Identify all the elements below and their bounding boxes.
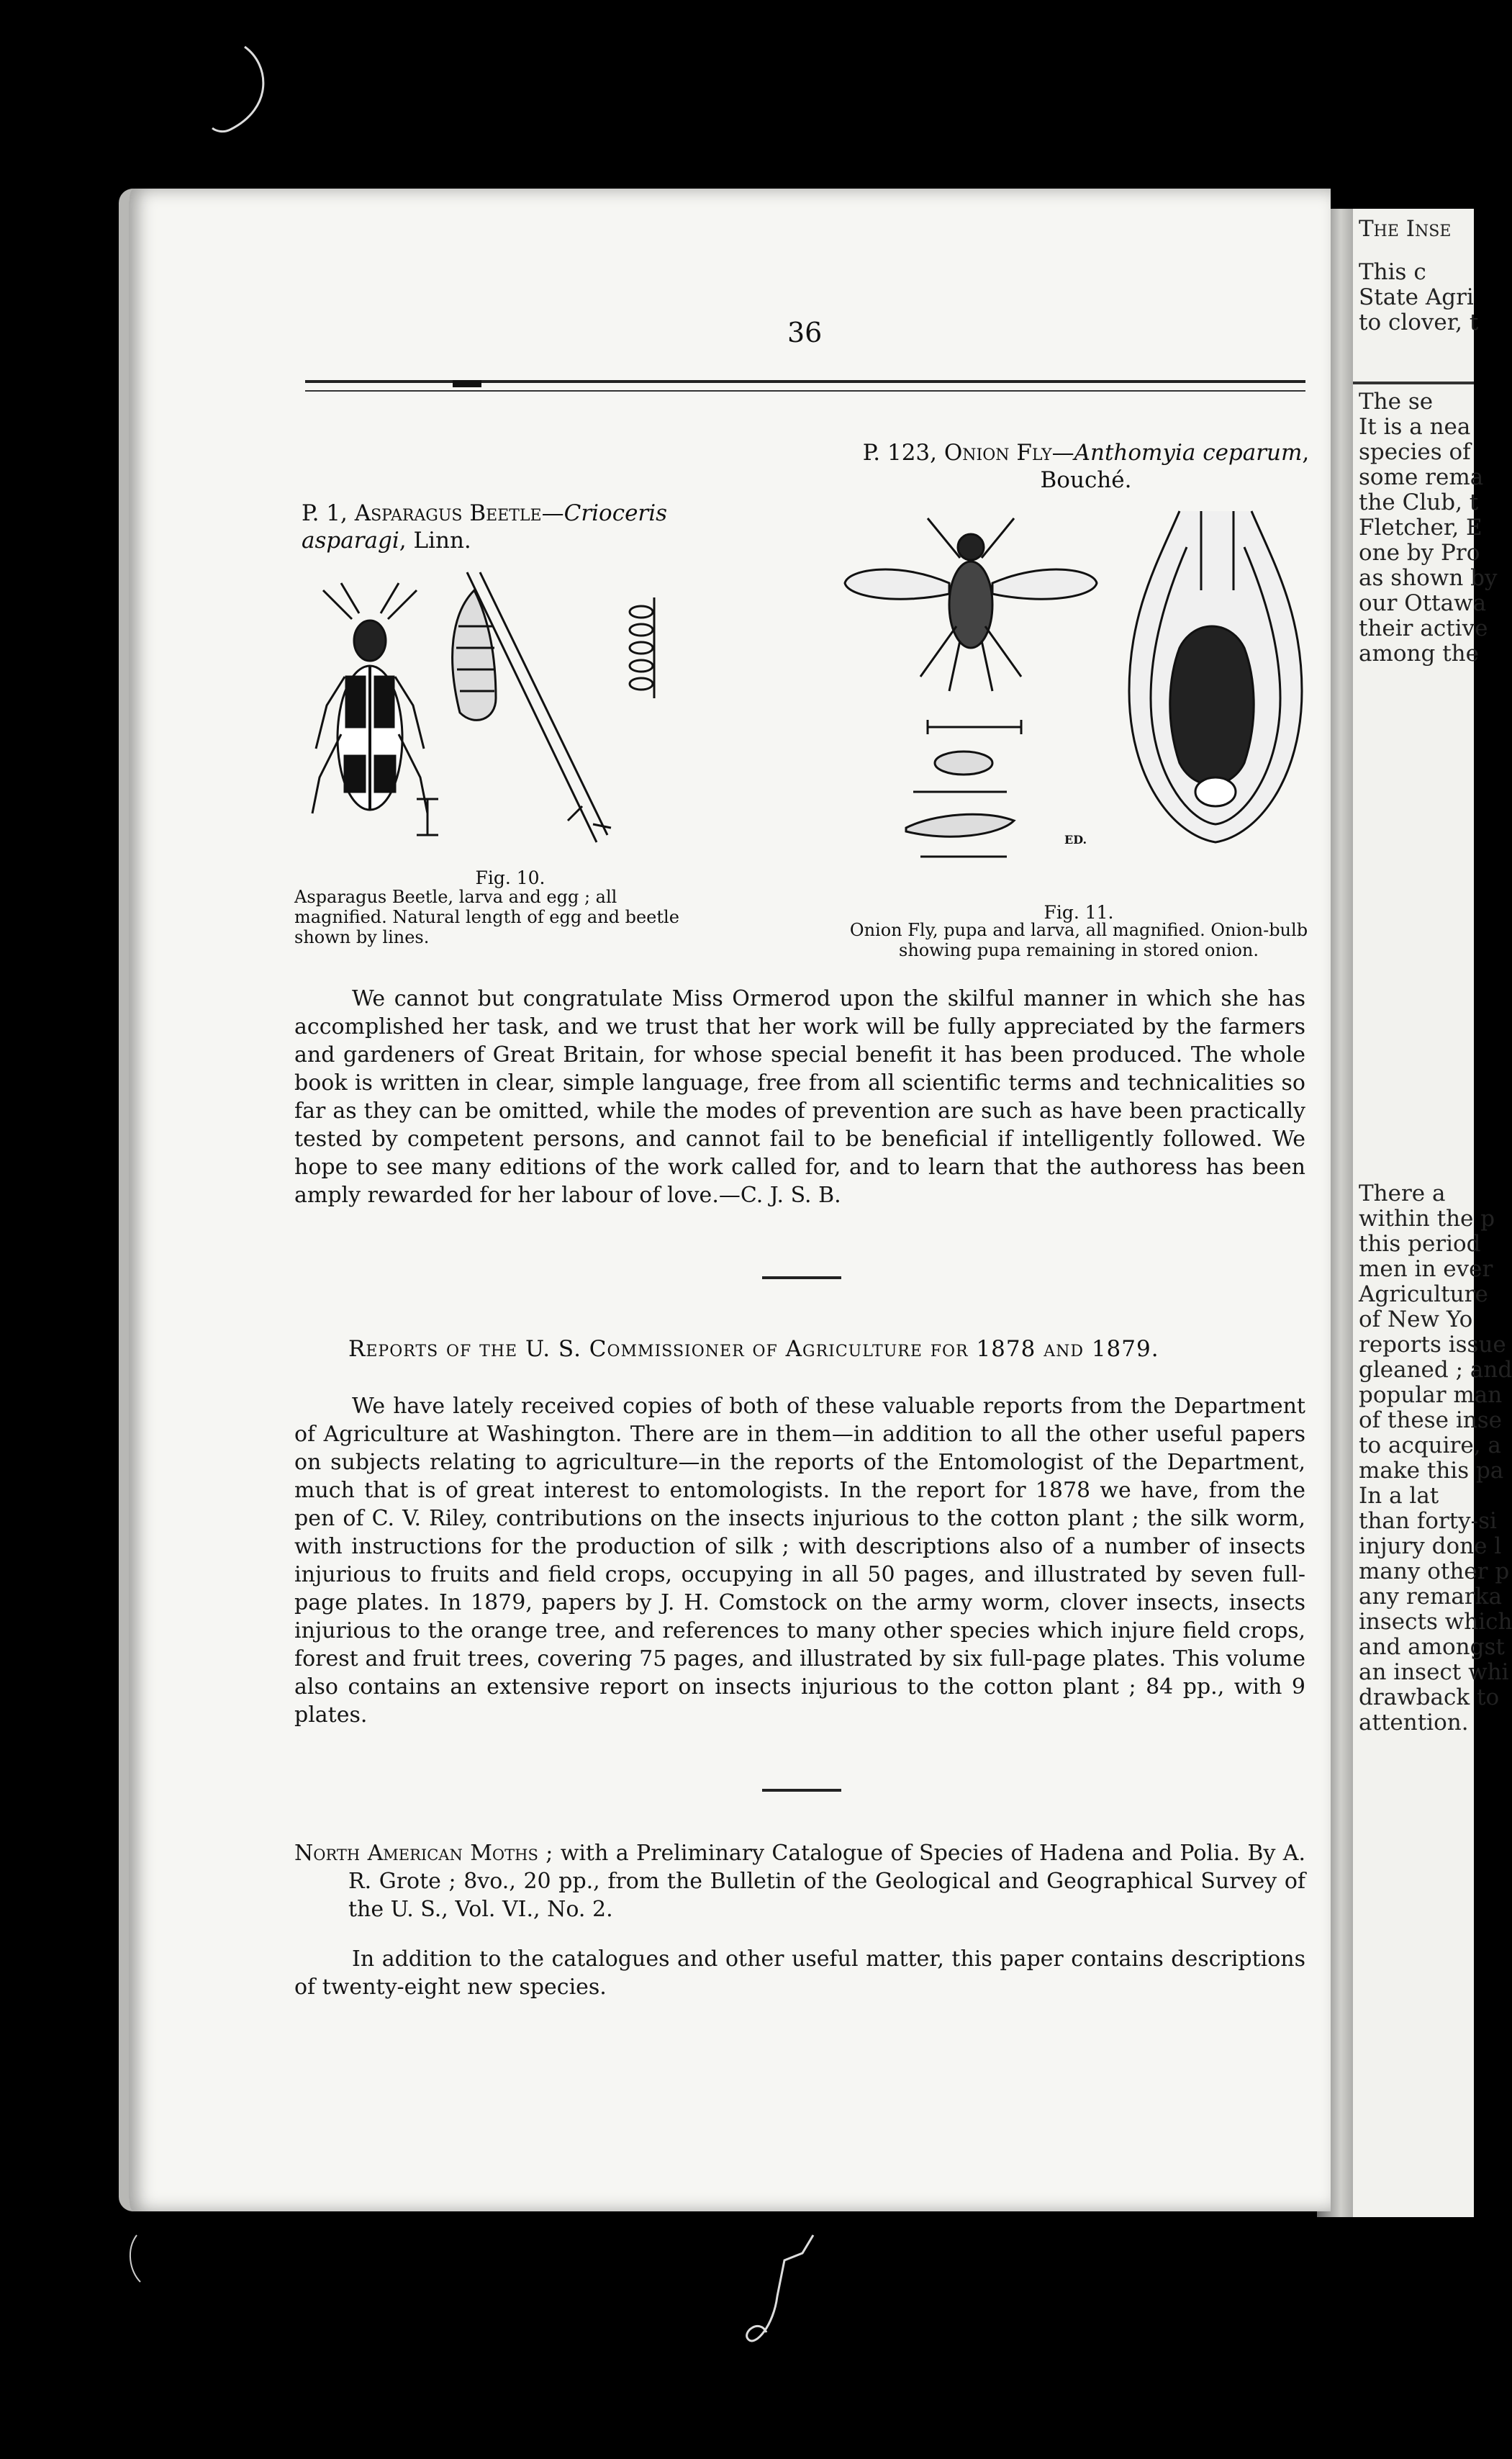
fig11-heading-latin: Anthomyia ceparum	[1074, 440, 1303, 466]
facing-page-line: reports issue	[1359, 1332, 1506, 1358]
fig10-heading-prefix: P. 1,	[302, 500, 355, 526]
facing-page-line: drawback to	[1359, 1684, 1500, 1710]
fig11-label: Fig. 11.	[1044, 902, 1114, 923]
fig11-heading-prefix: P. 123,	[862, 440, 944, 466]
facing-page-line: of these inse	[1359, 1407, 1503, 1433]
fig10-label: Fig. 10.	[475, 867, 546, 888]
facing-page-line: attention.	[1359, 1710, 1469, 1736]
facing-page-line: some rema	[1359, 464, 1484, 490]
facing-page-line: any remarka	[1359, 1584, 1502, 1610]
facing-page-line: among the	[1359, 641, 1479, 667]
facing-page-line: The Inse	[1359, 216, 1452, 242]
section-divider	[762, 1276, 841, 1279]
facing-page-line: This c	[1359, 259, 1426, 285]
facing-page-line: and amongst	[1359, 1634, 1505, 1660]
fig10-caption: Asparagus Beetle, larva and egg ; all magnified. Natural length of egg and beetle shown by lines.	[294, 887, 679, 947]
fig11-heading-dash: —	[1051, 440, 1074, 466]
facing-page-line: to acquire, a	[1359, 1432, 1501, 1458]
facing-page-line: injury done l	[1359, 1533, 1502, 1559]
reports-heading: Reports of the U. S. Commissioner of Agriculture for 1878 and 1879.	[348, 1336, 1159, 1362]
facing-page-line: There a	[1359, 1181, 1446, 1206]
facing-page-line: the Club, t	[1359, 489, 1479, 515]
section-divider-2	[762, 1789, 841, 1792]
facing-page-line: make this pa	[1359, 1458, 1504, 1484]
fig10-heading-dash: —	[541, 500, 564, 526]
facing-page-line: insects which	[1359, 1609, 1512, 1635]
scan-dust-mark	[734, 2232, 828, 2361]
book-page	[119, 189, 1331, 2211]
scan-scratch-mark	[202, 43, 281, 137]
facing-page	[1353, 209, 1512, 2217]
facing-page-line: It is a nea	[1359, 414, 1471, 440]
fig11-heading-title: Onion Fly	[943, 440, 1052, 466]
facing-page-line: as shown by	[1359, 565, 1498, 591]
moths-paragraph: In addition to the catalogues and other useful matter, this paper contains descriptions of twenty-eight new species.	[294, 1946, 1305, 2000]
facing-page-line: Agriculture	[1359, 1281, 1488, 1307]
facing-page-line: The se	[1359, 389, 1434, 415]
reports-paragraph: We have lately received copies of both of these valuable reports from the Department of Agriculture at Washington. There are in them—in addition to all the other useful papers on subjects relating to agriculture—in the reports of the Entomologist of the Department, much that is of great interest to entomologists. In the report for 1878 we have, from the pen of C. V. Riley, contributions on the insects injurious to the cotton plant ; the silk worm, with instructions for the production of silk ; with descriptions also of a number of insects injurious to fruits and field crops, occupying in all 50 pages, and illustrated by seven full-page plates. In 1879, papers by J. H. Comstock on the army worm, clover insects, insects injurious to the orange tree, and references to many other species which injure field crops, forest and fruit trees, covering 75 pages, and illustrated by six full-page plates. This volume also contains an extensive report on insects injurious to the cotton plant ; 84 pp., with 9 plates.	[294, 1394, 1305, 1728]
facing-page-line: their active	[1359, 615, 1488, 641]
moths-citation: ; with a Preliminary Catalogue of Species of Hadena and Polia. By A. R. Grote ; 8vo., 20 pp., from the Bulletin of the Geological and Geographical Survey of the U. S., Vol. VI., No. 2.	[348, 1841, 1305, 1922]
review-paragraph: We cannot but congratulate Miss Ormerod upon the skilful manner in which she has accomplished her task, and we trust that her work will be fully appreciated by the farmers and gardeners of Great Britain, for whose special benefit it has been produced. The whole book is written in clear, simple language, free from all scientific terms and technicalities so far as they can be omitted, while the modes of prevention are such as have been practically tested by competent persons, and cannot fail to be beneficial if intelligently followed. We hope to see many editions of the work called for, and to learn that the authoress has been amply rewarded for her labour of love.—C. J. S. B.	[294, 986, 1305, 1208]
facing-page-line: State Agri	[1359, 284, 1474, 310]
facing-page-line: species of	[1359, 439, 1471, 465]
facing-page-line: Fletcher, E	[1359, 515, 1482, 541]
facing-page-line: gleaned ; and	[1359, 1357, 1512, 1383]
engraver-mark: ED.	[1064, 833, 1087, 847]
facing-page-line: this period	[1359, 1231, 1481, 1257]
fig10-heading	[302, 500, 733, 554]
fig10-heading-latin: Crioceris asparagi	[302, 500, 668, 554]
page-number: 36	[787, 317, 823, 348]
facing-page-line: one by Pro	[1359, 540, 1480, 566]
fig11-heading-author: , Bouché.	[1040, 440, 1310, 493]
facing-page-line: within the p	[1359, 1206, 1495, 1232]
facing-page-header-rule	[1353, 382, 1474, 384]
asparagus-beetle-illustration	[309, 569, 697, 849]
facing-page-line: In a lat	[1359, 1483, 1439, 1509]
fig10-heading-title: Asparagus Beetle	[354, 500, 542, 526]
header-rule	[305, 380, 1305, 392]
moths-title: North American Moths	[294, 1841, 538, 1866]
scan-dust-mark-left	[122, 2232, 151, 2289]
header-rule-ornament	[453, 380, 481, 387]
fig10-heading-author: , Linn.	[399, 528, 471, 554]
moths-reference	[294, 1839, 1305, 1923]
facing-page-line: an insect whi	[1359, 1659, 1509, 1685]
facing-page-line: to clover, t	[1359, 310, 1479, 335]
facing-page-line: our Ottawa	[1359, 590, 1487, 616]
facing-page-line: many other p	[1359, 1558, 1510, 1584]
fig11-caption: Onion Fly, pupa and larva, all magnified. Onion-bulb showing pupa remaining in stored onion.	[849, 920, 1308, 960]
onion-fly-illustration	[841, 504, 1316, 864]
fig11-heading	[841, 439, 1331, 494]
facing-page-line: men in ever	[1359, 1256, 1493, 1282]
facing-page-line: of New Yo	[1359, 1307, 1473, 1332]
facing-page-line: popular man	[1359, 1382, 1503, 1408]
facing-page-line: than forty-si	[1359, 1508, 1497, 1534]
